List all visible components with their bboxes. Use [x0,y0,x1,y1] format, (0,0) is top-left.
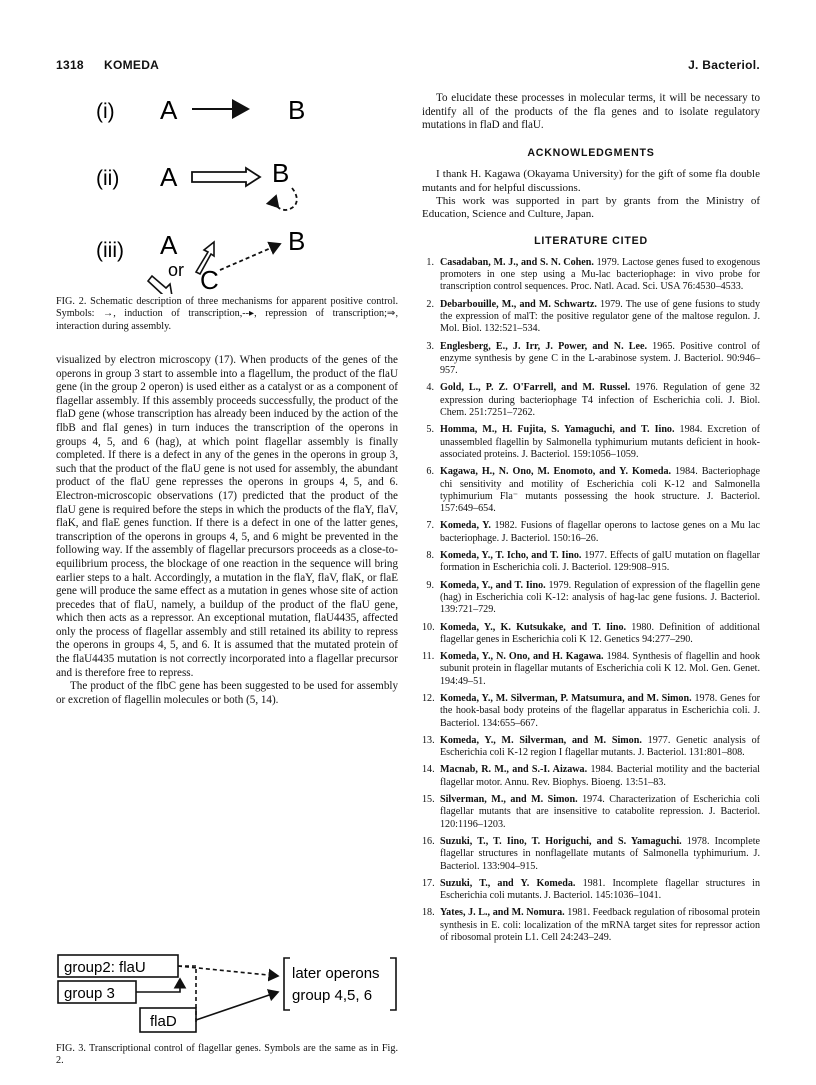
reference-item [422,341,760,378]
reference-item [422,466,760,515]
reference-authors: Kagawa, H., N. Ono, M. Enomoto, and Y. Komeda. [440,466,672,478]
reference-authors: Komeda, Y., and T. Iino. [440,579,546,591]
fig3-flad-induction-arrow [196,992,278,1020]
fig3-group2-box [58,955,178,977]
fig2-node-b2: B [272,158,290,188]
fig2-repression-arrow [220,244,280,270]
reference-number: 1. [426,256,434,268]
conclusion-paragraph: To elucidate these processes in molecular terms, it will be necessary to identify all of the products of the fla genes and to isolate regulatory mutations in flaD and flaU. [422,92,760,132]
reference-number: 3. [426,340,434,352]
fig2-or-label: or [168,260,185,280]
reference-number: 16. [422,835,435,847]
reference-authors: Silverman, M., and M. Simon. [440,794,578,806]
reference-list [422,257,760,945]
reference-authors: Komeda, Y., K. Kutsukake, and T. Iino. [440,621,627,633]
acknowledgments-heading: ACKNOWLEDGMENTS [527,146,655,159]
figure-2-diagram [96,84,346,294]
reference-number: 14. [422,764,435,776]
figure-3-diagram [56,952,398,1036]
reference-citation: 1965. Positive control of enzyme synthesis by gene C in the L-arabinose system. J. Bacteriol. 90:946–957. [440,340,760,377]
running-head-author: KOMEDA [104,58,160,72]
reference-citation: 1976. Regulation of gene 32 expression during bacteriophage T4 infection of Escherichia coli. J. Biol. Chem. 251:7251–7262. [440,382,760,419]
reference-citation: 1984. Bacteriophage chi sensitivity and motility of Escherichia coli K-12 and Salmonella typhimurium Fla⁻ mutants possessing the hook structure. J. Bacteriol. 157:649–654. [440,466,760,515]
funding-paragraph: This work was supported in part by grants from the Ministry of Education, Science and Culture, Japan. [422,194,760,220]
running-head-journal: J. Bacteriol. [688,58,760,72]
reference-item [422,550,760,575]
fig2-repression-loop [275,188,296,210]
fig2-assembly-arrow [192,168,260,186]
fig3-flau-repression-line [178,966,196,1022]
reference-citation: 1984. Synthesis of flagellin and hook subunit protein in flagellar mutants of Escherichia coli K 12. Mol. Gen. Genet. 194:49–51. [440,651,761,687]
fig2-label-ii: (ii) [96,167,120,190]
reference-citation: 1978. Incomplete flagellar structures in nonflagellate mutants of Salmonella typhimurium. J. Bacteriol. 133:904–915. [440,835,760,872]
fig3-later-groups-label: group 4,5, 6 [292,987,373,1004]
fig3-group3-label: group 3 [64,985,115,1002]
reference-item [422,651,760,688]
fig3-later-operons-bracket [284,958,396,1010]
reference-authors: Komeda, Y., M. Silverman, and M. Simon. [440,734,642,746]
reference-number: 2. [426,298,434,310]
reference-item [422,622,760,647]
reference-item [422,693,760,730]
reference-citation: 1979. Lactose genes fused to exogenous promoters in one step using a Mu-lac bacteriophage: in vivo probe for transcription control sequences. Proc. Natl. Acad. Sci. USA 76:4530–4533. [440,256,760,293]
fig2-node-c: C [200,265,219,294]
reference-citation: 1984. Bacterial motility and the bacterial flagellar motor. Annu. Rev. Biophys. Bioeng. 13:51–83. [440,764,760,788]
reference-item [422,299,760,336]
reference-citation: 1979. The use of gene fusions to study the expression of malT: the positive regulator gene of the maltose regulon. J. Mol. Biol. 132:521–534. [440,298,760,335]
reference-number: 5. [426,424,434,436]
fig3-flau-repression-arrow [178,966,278,976]
reference-citation: 1981. Feedback regulation of ribosomal protein synthesis in E. coli: localization of the mRNA target sites for repressor action of ribosomal protein L1. Cell 24:243–249. [440,907,760,944]
fig2-node-a2: A [160,162,178,192]
page-number: 1318 [56,58,84,72]
reference-item [422,878,760,903]
right-column [422,92,760,949]
reference-item [422,735,760,760]
reference-item [422,907,760,944]
reference-citation: 1980. Definition of additional flagellar genes in Escherichia coli K 12. Genetics 94:277–290. [440,621,760,645]
reference-citation: 1977. Genetic analysis of Escherichia coli K-12 region I flagellar mutants. J. Bacteriol. 131:801–808. [440,734,760,759]
reference-authors: Komeda, Y., N. Ono, and H. Kagawa. [440,651,604,663]
fig3-group3-to-flau-arrow [136,979,180,992]
figure-2-caption: FIG. 2. Schematic description of three mechanisms for apparent positive control. Symbols: →, induction of transcription,--▸, repression of transcription;⇒, interaction during assembly. [56,296,398,332]
fig2-label-i: (i) [96,100,115,123]
fig3-group3-box [58,981,136,1003]
reference-authors: Gold, L., P. Z. O'Farrell, and M. Russel. [440,382,631,394]
acknowledgments [422,168,760,221]
reference-number: 10. [422,621,435,633]
body-paragraph-1: visualized by electron microscopy (17). When products of the genes of the operons in group 3 start to assemble into a flagellum, the product of the flaU gene (in the group 2 operon) is used either as a catalyst or as a component of flagellar assembly. If this assembly proceeds successfully, the product of the flaD gene (whose transcription has already been induced by the action of the flbB and flaI genes) in turn induces the transcription of the operons in groups 4, 5, and 6 (hag), at which point flagellar assembly is finally completed. If there is a defect in any of the genes in the operons in group 3, such that the product of the flaU gene is not used for assembly, the abundant product of the flaU gene represses the operons in groups 4, 5, and 6. Electron-microscopic observations (17) predicted that the product of the flaU gene is required before the steps in which the products of the flaY, flaV, flaK, and flaE genes function. If there is a defect in one of the latter genes, transcription of the operons in groups 4, 5, and 6 might be prevented in the following way. If the assembly of flagellar precursors proceeds as a close-to-equilibrium process, the blockage of one reaction in the sequence will bring earlier steps to a halt. Accordingly, a mutation in the flaY, flaV, flaK, or flaE gene will produce the same effect as a mutation in genes whose site of action precedes that of flaU, namely, a buildup of the product of the flaU gene, which then acts as a repressor. An exceptional mutation, flaU4435, affected only the process of flagellar assembly and still retained its ability to repress the operons in groups 4, 5, and 6. It is assumed that the mutated protein of the flaU4435 mutation is not correctly incorporated into a flagellar precursor and is therefore free to repress. [56,354,398,679]
reference-number: 4. [426,382,434,394]
reference-number: 9. [426,579,434,591]
reference-item [422,580,760,617]
acknowledgment-paragraph: I thank H. Kagawa (Okayama University) for the gift of some fla double mutants and for helpful discussions. [422,168,760,194]
fig2-label-iii: (iii) [96,239,124,262]
reference-item [422,382,760,419]
reference-authors: Komeda, Y., M. Silverman, P. Matsumura, and M. Simon. [440,692,692,704]
fig2-node-a3: A [160,230,178,260]
body-paragraph-2: The product of the flbC gene has been suggested to be used for assembly or excretion of flagellin molecules or both (5, 14). [56,680,398,706]
reference-authors: Casadaban, M. J., and S. N. Cohen. [440,256,594,268]
fig2-node-b3: B [288,226,306,256]
reference-number: 6. [426,466,434,478]
reference-number: 8. [426,550,434,562]
reference-authors: Suzuki, T., and Y. Komeda. [440,877,576,889]
fig2-node-b1: B [288,95,306,125]
reference-authors: Komeda, Y. [440,520,491,532]
fig3-group2-label: group2: flaU [64,959,146,976]
reference-number: 11. [422,651,435,663]
reference-item [422,836,760,873]
reference-authors: Homma, M., H. Fujita, S. Yamaguchi, and T. Iino. [440,424,675,436]
reference-citation: 1981. Incomplete flagellar structures in Escherichia coli mutants. J. Bacteriol. 145:1036–1041. [440,877,760,902]
reference-authors: Englesberg, E., J. Irr, J. Power, and N. Lee. [440,340,647,352]
left-column [56,354,398,707]
reference-item [422,520,760,545]
figure-3-caption: FIG. 3. Transcriptional control of flagellar genes. Symbols are the same as in Fig. 2. [56,1043,398,1067]
reference-citation: 1984. Excretion of unassembled flagellin by Salmonella typhimurium mutants deficient in hook-associated proteins. J. Bacteriol. 159:1056–1059. [440,424,760,460]
reference-citation: 1982. Fusions of flagellar operons to lactose genes on a Mu lac bacteriophage. J. Bacteriol. 150:16–26. [440,520,760,544]
reference-authors: Debarbouille, M., and M. Schwartz. [440,298,597,310]
reference-citation: 1977. Effects of galU mutation on flagellar formation in Escherichia coli. J. Bacteriol. 129:908–915. [440,550,761,574]
reference-item [422,764,760,789]
reference-citation: 1979. Regulation of expression of the flagellin gene (hag) in Escherichia coli K-12: analysis of hag-lac gene fusions. J. Bacteriol. 139:721–729. [440,579,760,616]
reference-number: 17. [422,877,435,889]
fig3-flad-box [140,1008,196,1032]
reference-authors: Macnab, R. M., and S.-I. Aizawa. [440,764,588,776]
reference-number: 12. [422,692,435,704]
reference-number: 13. [422,734,435,746]
reference-authors: Suzuki, T., T. Iino, T. Horiguchi, and S. Yamaguchi. [440,835,682,847]
reference-number: 7. [426,520,434,532]
reference-authors: Yates, J. L., and M. Nomura. [440,907,565,919]
fig3-flad-label: flaD [150,1013,177,1030]
fig3-later-operons-label: later operons [292,965,380,982]
reference-item [422,257,760,294]
reference-citation: 1978. Genes for the hook-basal body proteins of the flagellar apparatus in Escherichia coli. J. Bacteriol. 134:655–667. [440,692,760,729]
reference-authors: Komeda, Y., T. Icho, and T. Iino. [440,550,582,562]
reference-item [422,424,760,461]
reference-number: 15. [422,794,435,806]
reference-number: 18. [422,907,435,919]
fig2-node-a1: A [160,95,178,125]
reference-citation: 1974. Characterization of Escherichia coli flagellar mutants that are insensitive to catabolite repression. J. Bacteriol. 120:1196–1203. [440,794,760,830]
reference-item [422,794,760,831]
literature-cited-heading: LITERATURE CITED [534,235,648,248]
